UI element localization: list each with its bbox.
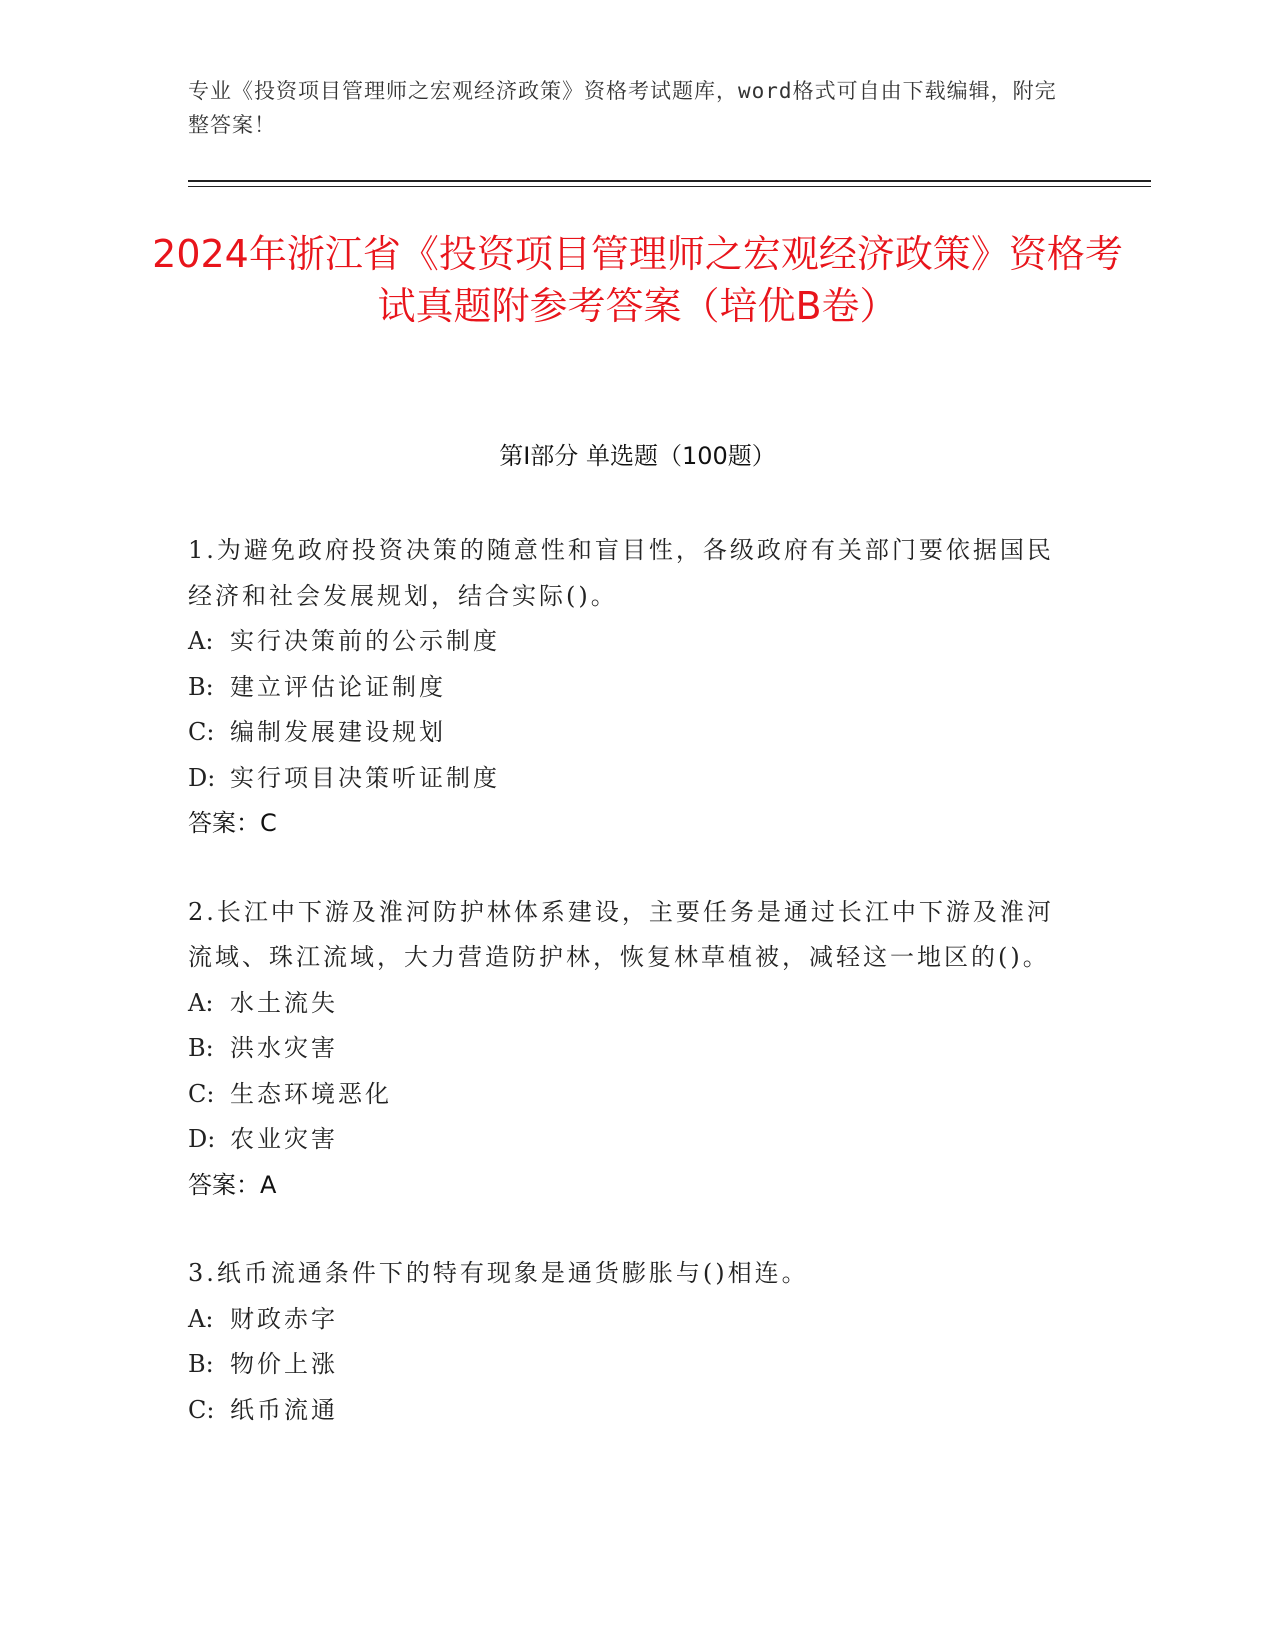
option-d bbox=[188, 756, 1068, 802]
option-b bbox=[188, 665, 1068, 711]
option-a bbox=[188, 1297, 1068, 1343]
header-note: 专业《投资项目管理师之宏观经济政策》资格考试题库，word格式可自由下载编辑，附完整答案！ bbox=[188, 79, 1057, 137]
option-text: 财政赤字 bbox=[230, 1304, 338, 1333]
option-b bbox=[188, 1026, 1068, 1072]
option-text: 洪水灾害 bbox=[230, 1034, 338, 1062]
option-c bbox=[188, 1388, 1068, 1434]
option-key: B: bbox=[188, 672, 214, 701]
option-d bbox=[188, 1117, 1068, 1163]
answer-label: 答案： bbox=[188, 1170, 260, 1199]
option-c bbox=[188, 1072, 1068, 1118]
option-key: D: bbox=[188, 763, 216, 792]
option-a bbox=[188, 619, 1068, 665]
answer-line bbox=[188, 801, 1068, 847]
option-key: B: bbox=[188, 1034, 214, 1062]
option-text: 物价上涨 bbox=[230, 1350, 338, 1378]
option-key: D: bbox=[188, 1125, 216, 1153]
section-title: 第I部分 单选题（100题） bbox=[499, 442, 776, 470]
answer-label: 答案： bbox=[188, 809, 260, 837]
option-c bbox=[188, 710, 1068, 756]
question-3 bbox=[188, 1251, 1068, 1433]
header-rule-thin bbox=[188, 186, 1151, 187]
question-stem: 1.为避免政府投资决策的随意性和盲目性，各级政府有关部门要依据国民经济和社会发展规划，结合实际()。 bbox=[188, 536, 1054, 610]
option-a bbox=[188, 981, 1068, 1027]
option-text: 编制发展建设规划 bbox=[230, 718, 446, 746]
option-text: 建立评估论证制度 bbox=[230, 672, 446, 701]
question-1 bbox=[188, 528, 1068, 847]
option-text: 实行项目决策听证制度 bbox=[230, 763, 500, 792]
option-b bbox=[188, 1342, 1068, 1388]
question-list bbox=[188, 528, 1068, 1476]
option-text: 实行决策前的公示制度 bbox=[230, 627, 500, 655]
document-title: 2024年浙江省《投资项目管理师之宏观经济政策》资格考试真题附参考答案（培优B卷） bbox=[152, 232, 1123, 328]
option-text: 纸币流通 bbox=[230, 1395, 338, 1424]
question-stem: 3.纸币流通条件下的特有现象是通货膨胀与()相连。 bbox=[188, 1259, 809, 1287]
option-key: B: bbox=[188, 1350, 214, 1378]
answer-value: A bbox=[260, 1170, 277, 1199]
option-key: A: bbox=[188, 988, 214, 1017]
question-stem: 2.长江中下游及淮河防护林体系建设，主要任务是通过长江中下游及淮河流域、珠江流域，大力营造防护林，恢复林草植被，减轻这一地区的()。 bbox=[188, 897, 1054, 971]
header-rule-thick bbox=[188, 180, 1151, 182]
option-text: 生态环境恶化 bbox=[230, 1079, 392, 1108]
question-2 bbox=[188, 890, 1068, 1209]
option-key: C: bbox=[188, 718, 215, 746]
answer-value: C bbox=[260, 809, 277, 837]
option-key: C: bbox=[188, 1079, 215, 1108]
option-text: 农业灾害 bbox=[230, 1125, 338, 1153]
option-text: 水土流失 bbox=[230, 988, 338, 1017]
option-key: A: bbox=[188, 1304, 214, 1333]
option-key: C: bbox=[188, 1395, 215, 1424]
option-key: A: bbox=[188, 627, 214, 655]
answer-line bbox=[188, 1163, 1068, 1209]
